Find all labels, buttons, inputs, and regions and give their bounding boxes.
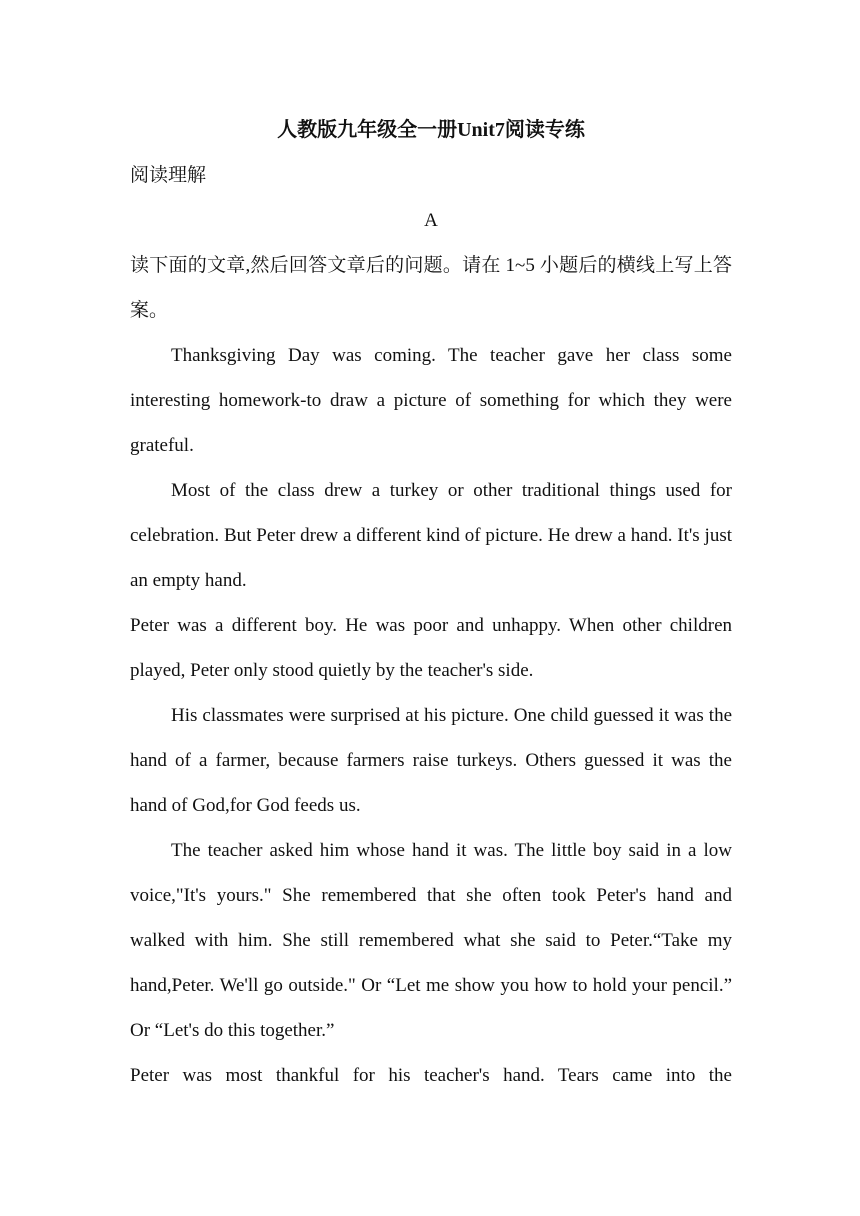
paragraph-6: Peter was most thankful for his teacher's hand. Tears came into the [130, 1065, 732, 1086]
document-page [130, 108, 732, 1098]
section-heading: 阅读理解 [130, 165, 207, 186]
paragraph-3: Peter was a different boy. He was poor and unhappy. When other children played, Peter only stood quietly by the teacher's side. [130, 615, 732, 681]
paragraph-2: Most of the class drew a turkey or other traditional things used for celebration. But Peter drew a different kind of picture. He drew a hand. It's just an empty hand. [130, 480, 732, 591]
paragraph-1: Thanksgiving Day was coming. The teacher gave her class some interesting homework-to draw a picture of something for which they were grateful. [130, 345, 732, 456]
part-label: A [424, 210, 438, 231]
document-title: 人教版九年级全一册Unit7阅读专练 [277, 119, 585, 141]
paragraph-4: His classmates were surprised at his picture. One child guessed it was the hand of a farmer, because farmers raise turkeys. Others guessed it was the hand of God,for God feeds us. [130, 705, 732, 816]
paragraph-5: The teacher asked him whose hand it was. The little boy said in a low voice,"It's yours." She remembered that she often took Peter's hand and walked with him. She still remembered what she said to Peter.“Take my hand,Peter. We'll go outside." Or “Let me show you how to hold your pencil.” Or “Let's do this together.” [130, 840, 732, 1041]
instruction-text: 读下面的文章,然后回答文章后的问题。请在 1~5 小题后的横线上写上答案。 [130, 255, 732, 321]
